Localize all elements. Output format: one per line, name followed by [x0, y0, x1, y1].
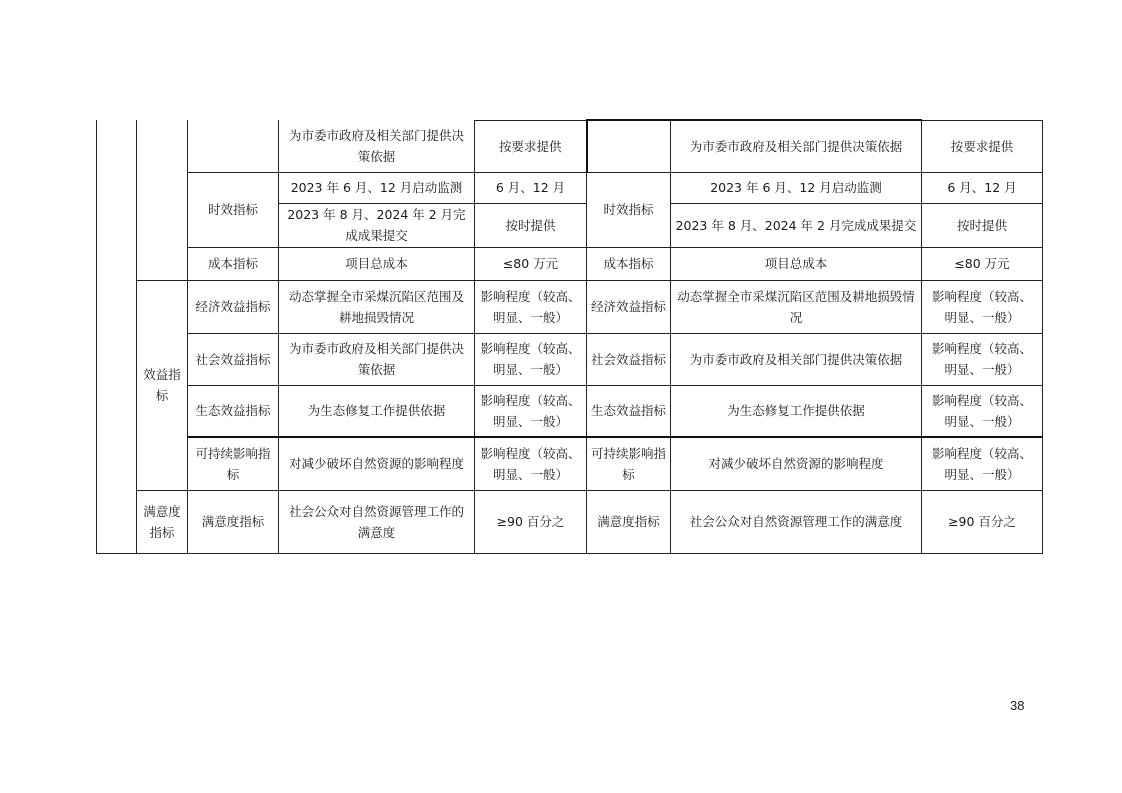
indicator-value-right: ≤80 万元	[922, 247, 1043, 280]
level2-category-cell	[137, 120, 188, 280]
indicator-value-right: 按时提供	[922, 203, 1043, 247]
indicator-content-left: 动态掌握全市采煤沉陷区范围及耕地损毁情况	[279, 280, 475, 333]
indicator-value-left: 影响程度（较高、明显、一般）	[475, 437, 587, 490]
table-row	[97, 333, 1043, 385]
indicator-content-left: 项目总成本	[279, 247, 475, 280]
indicator-value-right: 影响程度（较高、明显、一般）	[922, 385, 1043, 437]
indicator-content-left: 2023 年 8 月、2024 年 2 月完成成果提交	[279, 203, 475, 247]
benefit-category-cell: 效益指标	[137, 280, 188, 490]
indicator-content-right: 动态掌握全市采煤沉陷区范围及耕地损毁情况	[671, 280, 922, 333]
performance-indicator-table	[96, 119, 1043, 554]
table-row	[97, 385, 1043, 437]
indicator-content-right: 2023 年 8 月、2024 年 2 月完成成果提交	[671, 203, 922, 247]
table-row	[97, 280, 1043, 333]
indicator-content-left: 为生态修复工作提供依据	[279, 385, 475, 437]
indicator-value-left: 按时提供	[475, 203, 587, 247]
indicator-content-right: 为生态修复工作提供依据	[671, 385, 922, 437]
indicator-content-right: 对减少破坏自然资源的影响程度	[671, 437, 922, 490]
page-number: 38	[1010, 698, 1025, 713]
indicator-name-cell: 满意度指标	[188, 490, 279, 553]
indicator-value-right: ≥90 百分之	[922, 490, 1043, 553]
satisfaction-category-cell: 满意度指标	[137, 490, 188, 553]
indicator-content-right: 为市委市政府及相关部门提供决策依据	[671, 120, 922, 172]
table-row	[97, 120, 1043, 172]
table-row	[97, 490, 1043, 553]
indicator-name-right: 可持续影响指标	[587, 437, 671, 490]
indicator-name-right: 社会效益指标	[587, 333, 671, 385]
indicator-name-right: 成本指标	[587, 247, 671, 280]
indicator-content-left: 为市委市政府及相关部门提供决策依据	[279, 333, 475, 385]
table-row	[97, 437, 1043, 490]
indicator-value-left: ≥90 百分之	[475, 490, 587, 553]
indicator-value-right: 6 月、12 月	[922, 172, 1043, 203]
indicator-name-right: 满意度指标	[587, 490, 671, 553]
level1-category-cell	[97, 120, 137, 553]
indicator-content-right: 为市委市政府及相关部门提供决策依据	[671, 333, 922, 385]
indicator-content-right: 社会公众对自然资源管理工作的满意度	[671, 490, 922, 553]
indicator-value-left: 影响程度（较高、明显、一般）	[475, 333, 587, 385]
indicator-value-right: 影响程度（较高、明显、一般）	[922, 333, 1043, 385]
indicator-value-left: 按要求提供	[475, 120, 587, 172]
indicator-content-left: 社会公众对自然资源管理工作的满意度	[279, 490, 475, 553]
indicator-value-right: 按要求提供	[922, 120, 1043, 172]
indicator-value-left: 影响程度（较高、明显、一般）	[475, 385, 587, 437]
table-row	[97, 247, 1043, 280]
indicator-name-right: 时效指标	[587, 172, 671, 247]
indicator-content-right: 项目总成本	[671, 247, 922, 280]
indicator-name-cell: 社会效益指标	[188, 333, 279, 385]
indicator-content-left: 对减少破坏自然资源的影响程度	[279, 437, 475, 490]
indicator-content-left: 2023 年 6 月、12 月启动监测	[279, 172, 475, 203]
indicator-name-right	[587, 120, 671, 172]
indicator-name-cell: 生态效益指标	[188, 385, 279, 437]
indicator-name-cell: 可持续影响指标	[188, 437, 279, 490]
indicator-name-cell: 成本指标	[188, 247, 279, 280]
indicator-value-left: ≤80 万元	[475, 247, 587, 280]
indicator-content-left: 为市委市政府及相关部门提供决策依据	[279, 120, 475, 172]
indicator-value-left: 影响程度（较高、明显、一般）	[475, 280, 587, 333]
indicator-name-cell: 时效指标	[188, 172, 279, 247]
indicator-name-right: 经济效益指标	[587, 280, 671, 333]
indicator-value-right: 影响程度（较高、明显、一般）	[922, 437, 1043, 490]
indicator-name-cell: 经济效益指标	[188, 280, 279, 333]
indicator-value-left: 6 月、12 月	[475, 172, 587, 203]
table-row	[97, 172, 1043, 203]
indicator-name-right: 生态效益指标	[587, 385, 671, 437]
indicator-name-cell	[188, 120, 279, 172]
indicator-value-right: 影响程度（较高、明显、一般）	[922, 280, 1043, 333]
indicator-content-right: 2023 年 6 月、12 月启动监测	[671, 172, 922, 203]
